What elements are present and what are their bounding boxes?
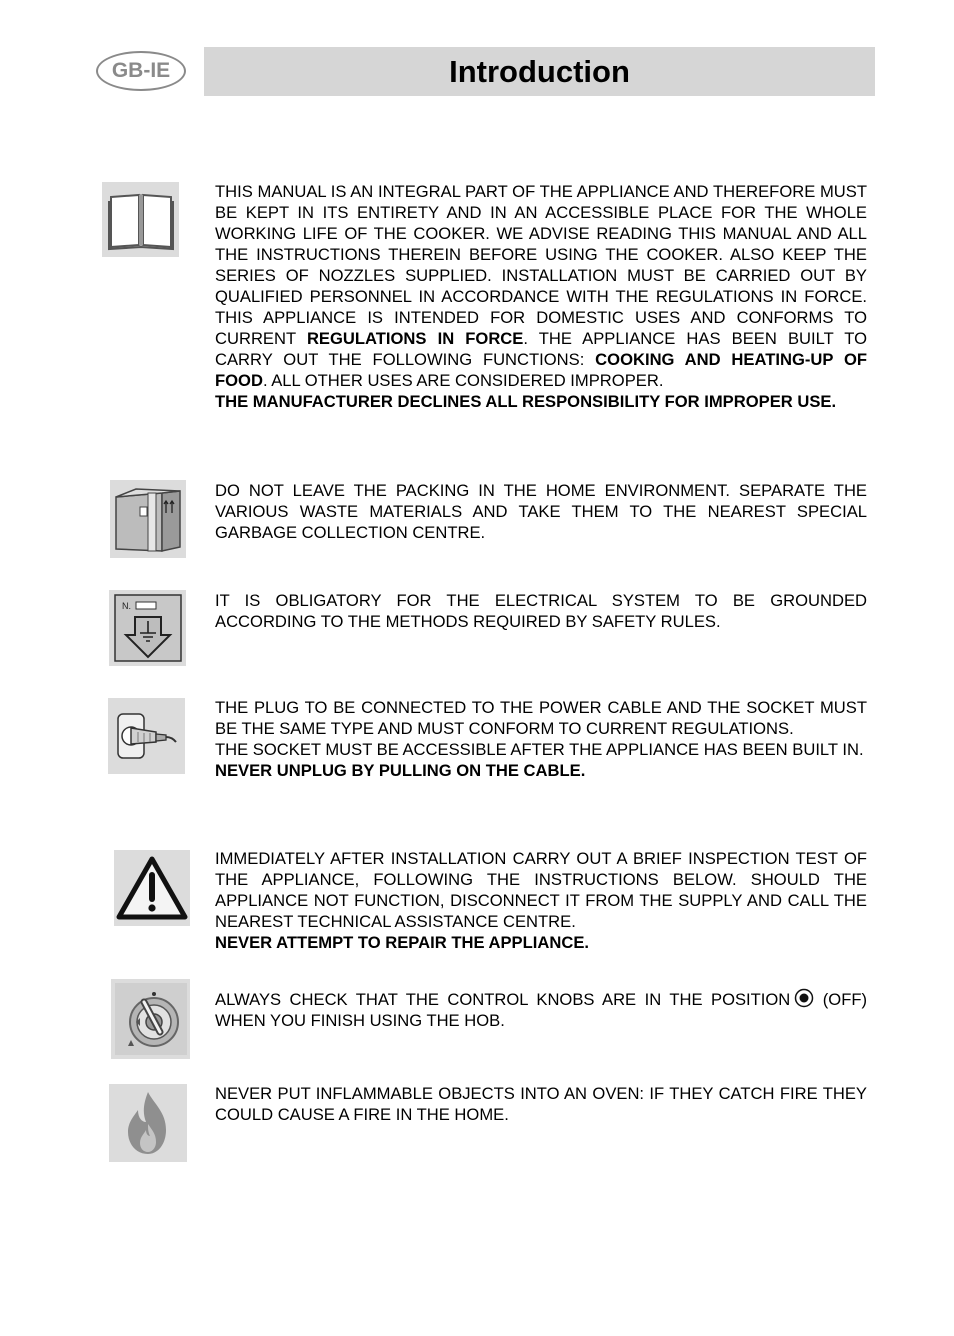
inspection-section-text bbox=[215, 848, 867, 953]
plug-paragraph-2: THE SOCKET MUST BE ACCESSIBLE AFTER THE APPLIANCE HAS BEEN BUILT IN. bbox=[215, 740, 864, 759]
plug-paragraph-1: THE PLUG TO BE CONNECTED TO THE POWER CABLE AND THE SOCKET MUST BE THE SAME TYPE AND MUST CONFORM TO CURRENT REGULATIONS. bbox=[215, 698, 867, 738]
inspection-paragraph: IMMEDIATELY AFTER INSTALLATION CARRY OUT A BRIEF INSPECTION TEST OF THE APPLIANCE, FOLLOWING THE INSTRUCTIONS BELOW. SHOULD THE APPLIANCE NOT FUNCTION, DISCONNECT IT FROM THE SUPPLY AND CALL THE NEAREST TECHNICAL ASSISTANCE CENTRE. bbox=[215, 849, 867, 931]
fire-paragraph: NEVER PUT INFLAMMABLE OBJECTS INTO AN OVEN: IF THEY CATCH FIRE THEY COULD CAUSE A FIRE IN THE HOME. bbox=[215, 1084, 867, 1124]
warning-triangle-icon bbox=[114, 850, 190, 926]
off-position-icon bbox=[794, 988, 814, 1008]
manufacturer-disclaimer: THE MANUFACTURER DECLINES ALL RESPONSIBILITY FOR IMPROPER USE. bbox=[215, 392, 837, 411]
packing-paragraph: DO NOT LEAVE THE PACKING IN THE HOME ENVIRONMENT. SEPARATE THE VARIOUS WASTE MATERIALS AND TAKE THEM TO THE NEAREST SPECIAL GARBAGE COLLECTION CENTRE. bbox=[215, 481, 867, 542]
ground-symbol-icon bbox=[109, 590, 186, 666]
page-title: Introduction bbox=[204, 47, 875, 96]
repair-warning: NEVER ATTEMPT TO REPAIR THE APPLIANCE. bbox=[215, 933, 589, 952]
book-icon bbox=[102, 182, 179, 257]
package-box-icon bbox=[110, 480, 186, 558]
manual-section-text bbox=[215, 181, 867, 412]
region-badge: GB-IE bbox=[96, 51, 186, 91]
knobs-section-text bbox=[215, 988, 867, 1031]
flame-icon bbox=[109, 1084, 187, 1162]
plug-warning: NEVER UNPLUG BY PULLING ON THE CABLE. bbox=[215, 761, 586, 780]
ground-icon-label: N. bbox=[121, 601, 131, 611]
plug-socket-icon bbox=[108, 698, 185, 774]
grounding-section-text bbox=[215, 590, 867, 632]
plug-section-text bbox=[215, 697, 867, 781]
packing-section-text bbox=[215, 480, 867, 543]
knobs-paragraph: ALWAYS CHECK THAT THE CONTROL KNOBS ARE IN THE POSITION (OFF) WHEN YOU FINISH USING THE HOB. bbox=[215, 990, 867, 1030]
manual-paragraph: THIS MANUAL IS AN INTEGRAL PART OF THE APPLIANCE AND THEREFORE MUST BE KEPT IN ITS ENTIRETY AND IN AN ACCESSIBLE PLACE FOR THE WHOLE WORKING LIFE OF THE COOKER. WE ADVISE READING THIS MANUAL AND ALL THE INSTRUCTIONS THEREIN BEFORE USING THE COOKER. ALSO KEEP THE SERIES OF NOZZLES SUPPLIED. INSTALLATION MUST BE CARRIED OUT BY QUALIFIED PERSONNEL IN ACCORDANCE WITH THE REGULATIONS IN FORCE. THIS APPLIANCE IS INTENDED FOR DOMESTIC USES AND CONFORMS TO CURRENT REGULATIONS IN FORCE. THE APPLIANCE HAS BEEN BUILT TO CARRY OUT THE FOLLOWING FUNCTIONS: COOKING AND HEATING-UP OF FOOD. ALL OTHER USES ARE CONSIDERED IMPROPER. bbox=[215, 182, 868, 390]
grounding-paragraph: IT IS OBLIGATORY FOR THE ELECTRICAL SYSTEM TO BE GROUNDED ACCORDING TO THE METHODS REQUIRED BY SAFETY RULES. bbox=[215, 591, 867, 631]
fire-section-text bbox=[215, 1083, 867, 1125]
control-knob-icon bbox=[111, 979, 190, 1059]
